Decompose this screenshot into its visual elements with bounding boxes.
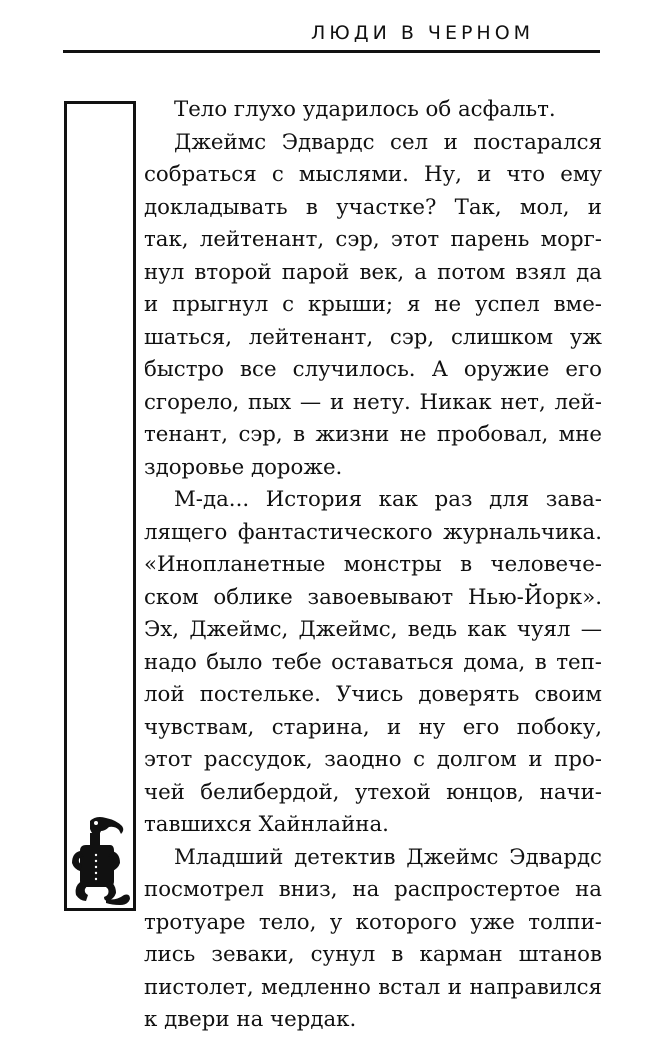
text-line: шаться, лейтенант, сэр, слишком уж bbox=[144, 324, 602, 350]
text-line: Тело глухо ударилось об асфальт. bbox=[174, 97, 556, 122]
text-line: здоровье дороже. bbox=[144, 454, 343, 480]
text-line: тенант, сэр, в жизни не пробовал, мне bbox=[144, 422, 602, 447]
text-line: тавшихся Хайнлайна. bbox=[144, 812, 389, 837]
text-line: этот рассудок, заодно с долгом и про- bbox=[144, 747, 602, 772]
text-line: так, лейтенант, сэр, этот парень морг- bbox=[144, 227, 602, 252]
text-line: лой постельке. Учись доверять своим bbox=[144, 682, 602, 707]
text-line: посмотрел вниз, на распростертое на bbox=[144, 877, 602, 902]
text-line: пистолет, медленно встал и направился bbox=[144, 974, 602, 1000]
text-line: докладывать в участке? Так, мол, и bbox=[144, 194, 602, 220]
text-line: Младший детектив Джеймс Эдвардс bbox=[174, 844, 602, 870]
text-line: надо было тебе оставаться дома, в теп- bbox=[144, 649, 602, 675]
side-frame-border bbox=[64, 101, 136, 911]
text-line: чувствам, старина, и ну его побоку, bbox=[144, 714, 602, 740]
lizard-creature-ornament-icon bbox=[70, 815, 132, 907]
text-line: сгорело, пых — и нету. Никак нет, лей- bbox=[144, 389, 602, 415]
text-line: тротуаре тело, у которого уже толпи- bbox=[144, 909, 602, 935]
text-line: собраться с мыслями. Ну, и что ему bbox=[144, 162, 602, 187]
text-line: к двери на чердак. bbox=[144, 1007, 357, 1032]
text-line: М-да... История как раз для зава- bbox=[174, 487, 602, 512]
text-line: нул второй парой век, а потом взял да bbox=[144, 259, 602, 285]
text-line: быстро все случилось. А оружие его bbox=[144, 357, 602, 382]
running-title: ЛЮДИ В ЧЕРНОМ bbox=[310, 22, 535, 44]
text-line: «Инопланетные монстры в человече- bbox=[144, 552, 602, 577]
running-header bbox=[0, 22, 665, 44]
text-line: и прыгнул с крыши; я не успел вме- bbox=[144, 292, 602, 317]
text-line: чей белибердой, утехой юнцов, начи- bbox=[144, 779, 602, 805]
text-line: лящего фантастического журнальчика. bbox=[144, 519, 602, 545]
text-line: Эх, Джеймс, Джеймс, ведь как чуял — bbox=[144, 617, 602, 642]
body-text bbox=[144, 94, 602, 1037]
text-line: лись зеваки, сунул в карман штанов bbox=[144, 942, 602, 967]
header-rule bbox=[63, 50, 600, 53]
text-line: ском облике завоевывают Нью-Йорк». bbox=[144, 584, 602, 610]
text-line: Джеймс Эдвардс сел и постарался bbox=[174, 129, 602, 155]
